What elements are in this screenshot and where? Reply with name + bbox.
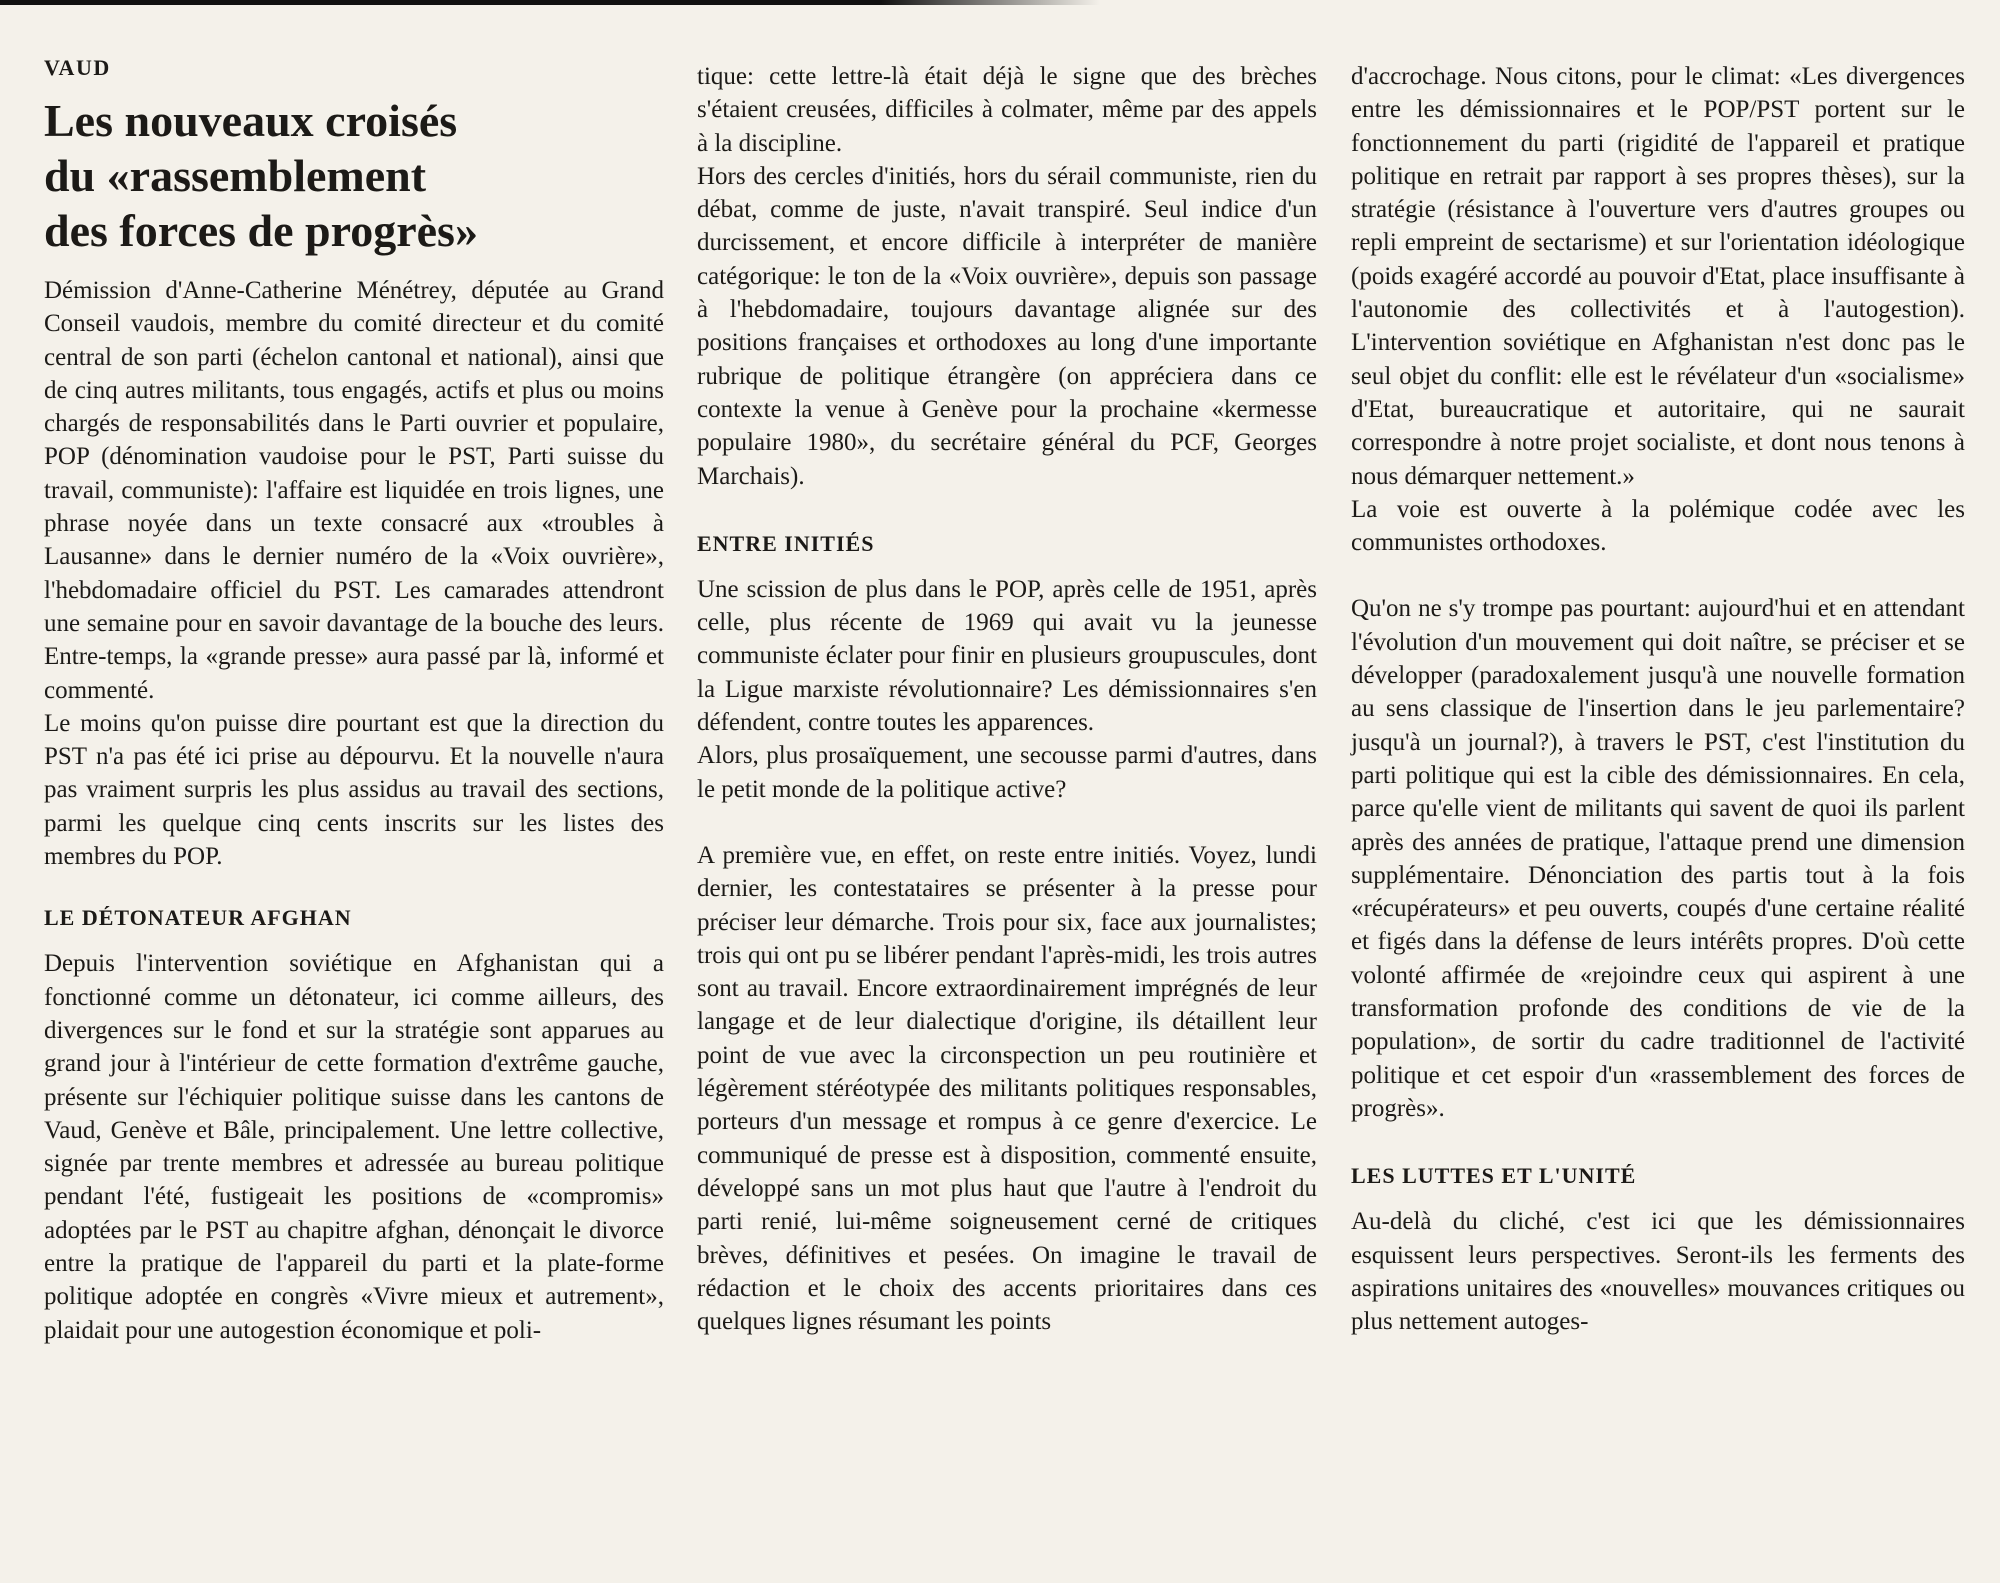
- paragraph: A première vue, en effet, on reste entre initiés. Voyez, lundi dernier, les contestataires se présenter à la presse pour préciser leur démarche. Trois pour six, face aux journalistes; trois qui ont pu se libérer pendant l'après-midi, les trois autres sont au travail. Encore extraordinairement imprégnés de leur langage et de leur dialectique d'origine, ils détaillent leur point de vue avec la circonspection un peu routinière et légèrement stéréotypée des militants politiques responsables, porteurs d'un message et rompus à ce genre d'exercice. Le communiqué de presse est à disposition, commenté ensuite, développé sans un mot plus haut que l'autre à l'endroit du parti renié, lui-même soigneusement cerné de critiques brèves, définitives et pesées. On imagine le travail de rédaction et le choix des accents prioritaires dans ces quelques lignes résumant les points: [697, 841, 1317, 1336]
- paragraph: Alors, plus prosaïquement, une secousse parmi d'autres, dans le petit monde de la politique active?: [697, 742, 1317, 803]
- paragraph: La voie est ouverte à la polémique codée avec les communistes orthodoxes.: [1351, 495, 1965, 557]
- top-rule: [0, 0, 1100, 5]
- headline: [44, 93, 664, 258]
- headline-line: Les nouveaux croisés: [44, 95, 458, 146]
- headline-line: des forces de progrès»: [44, 205, 478, 256]
- subhead: LE DÉTONATEUR AFGHAN: [44, 905, 352, 931]
- paragraph: Depuis l'intervention soviétique en Afghanistan qui a fonctionné comme un détonateur, ici comme ailleurs, des divergences sur le fond et sur la stratégie sont apparues au grand jour à l'intérieur de cette formation d'extrême gauche, présente sur l'échiquier politique suisse dans les cantons de Vaud, Genève et Bâle, principalement. Une lettre collective, signée par trente membres et adressée au bureau politique pendant l'été, fustigeait les positions de «compromis» adoptées par le PST au chapitre afghan, dénonçait le divorce entre la pratique de l'appareil du parti et la plate-forme politique adoptée en congrès «Vivre mieux et autrement», plaidait pour une autogestion économique et poli-: [44, 950, 664, 1344]
- kicker: VAUD: [44, 55, 111, 80]
- paragraph: Hors des cercles d'initiés, hors du sérail communiste, rien du débat, comme de juste, n'avait transpiré. Seul indice d'un durcissement, et encore difficile à interpréter de manière catégorique: le ton de la «Voix ouvrière», depuis son passage à l'hebdomadaire, toujours davantage alignée sur des positions françaises et orthodoxes au long d'une importante rubrique de politique étrangère (on appréciera dans ce contexte la venue à Genève pour la prochaine «kermesse populaire 1980», du secrétaire général du PCF, Georges Marchais).: [697, 162, 1317, 490]
- subhead: ENTRE INITIÉS: [697, 530, 875, 556]
- headline-line: du «rassemblement: [44, 150, 427, 201]
- paragraph: Une scission de plus dans le POP, après celle de 1951, après celle, plus récente de 1969 qui avait vu la jeunesse communiste éclater pour finir en plusieurs groupuscules, dont la Ligue marxiste révolutionnaire? Les démissionnaires s'en défendent, contre toutes les apparences.: [697, 575, 1317, 737]
- column-2: [697, 60, 1317, 1338]
- paragraph: tique: cette lettre-là était déjà le signe que des brèches s'étaient creusées, difficiles à colmater, même par des appels à la discipline.: [697, 63, 1317, 157]
- paragraph: Démission d'Anne-Catherine Ménétrey, députée au Grand Conseil vaudois, membre du comité directeur et du comité central de son parti (échelon cantonal et national), ainsi que de cinq autres militants, tous engagés, actifs et plus ou moins chargés de responsabilités dans le Parti ouvrier et populaire, POP (dénomination vaudoise pour le PST, Parti suisse du travail, communiste): l'affaire est liquidée en trois lignes, une phrase noyée dans un texte consacré aux «troubles à Lausanne» dans le dernier numéro de la «Voix ouvrière», l'hebdomadaire officiel du PST. Les camarades attendront une semaine pour en savoir davantage de la bouche des leurs. Entre-temps, la «grande presse» aura passé par là, informé et commenté.: [44, 277, 664, 704]
- paragraph: Le moins qu'on puisse dire pourtant est que la direction du PST n'a pas été ici prise au dépourvu. Et la nouvelle n'aura pas vraiment surpris les plus assidus au travail des sections, parmi les quelque cinq cents inscrits sur les listes des membres du POP.: [44, 709, 664, 871]
- column-1: [44, 55, 664, 1347]
- paragraph: Qu'on ne s'y trompe pas pourtant: aujourd'hui et en attendant l'évolution d'un mouvement qui doit naître, se préciser et se développer (paradoxalement jusqu'à une nouvelle formation au sens classique de l'insertion dans le jeu parlementaire? jusqu'à un journal?), à travers le PST, c'est l'institution du parti politique qui est la cible des démissionnaires. En cela, parce qu'elle vient de militants qui savent de quoi ils parlent après des années de pratique, l'attaque prend une dimension supplémentaire. Dénonciation des partis tout à la fois «récupérateurs» et peu ouverts, coupés d'une certaine réalité et figés dans la défense de leurs intérêts propres. D'où cette volonté affirmée de «rejoindre ceux qui aspirent à une transformation profonde des conditions de vie de la population», de sortir du cadre traditionnel de l'activité politique et cet espoir d'un «rassemblement des forces de progrès».: [1351, 595, 1965, 1122]
- column-3: [1351, 60, 1965, 1338]
- paragraph: d'accrochage. Nous citons, pour le climat: «Les divergences entre les démissionnaires et le POP/PST portent sur le fonctionnement du parti (rigidité de l'appareil et pratique politique en retrait par rapport à ses propres thèses), sur la stratégie (résistance à l'ouverture vers d'autres groupes ou repli empreint de sectarisme) et sur l'orientation idéologique (poids exagéré accordé au pouvoir d'Etat, place insuffisante à l'autonomie des collectivités et à l'autogestion). L'intervention soviétique en Afghanistan n'est donc pas le seul objet du conflit: elle est le révélateur d'un «socialisme» d'Etat, bureaucratique et autoritaire, qui ne saurait correspondre à notre projet socialiste, et dont nous tenons à nous démarquer nettement.»: [1351, 63, 1965, 490]
- subhead: LES LUTTES ET L'UNITÉ: [1351, 1163, 1637, 1189]
- paragraph: Au-delà du cliché, c'est ici que les démissionnaires esquissent leurs perspectives. Seront-ils les ferments des aspirations unitaires des «nouvelles» mouvances critiques ou plus nettement autoges-: [1351, 1208, 1965, 1336]
